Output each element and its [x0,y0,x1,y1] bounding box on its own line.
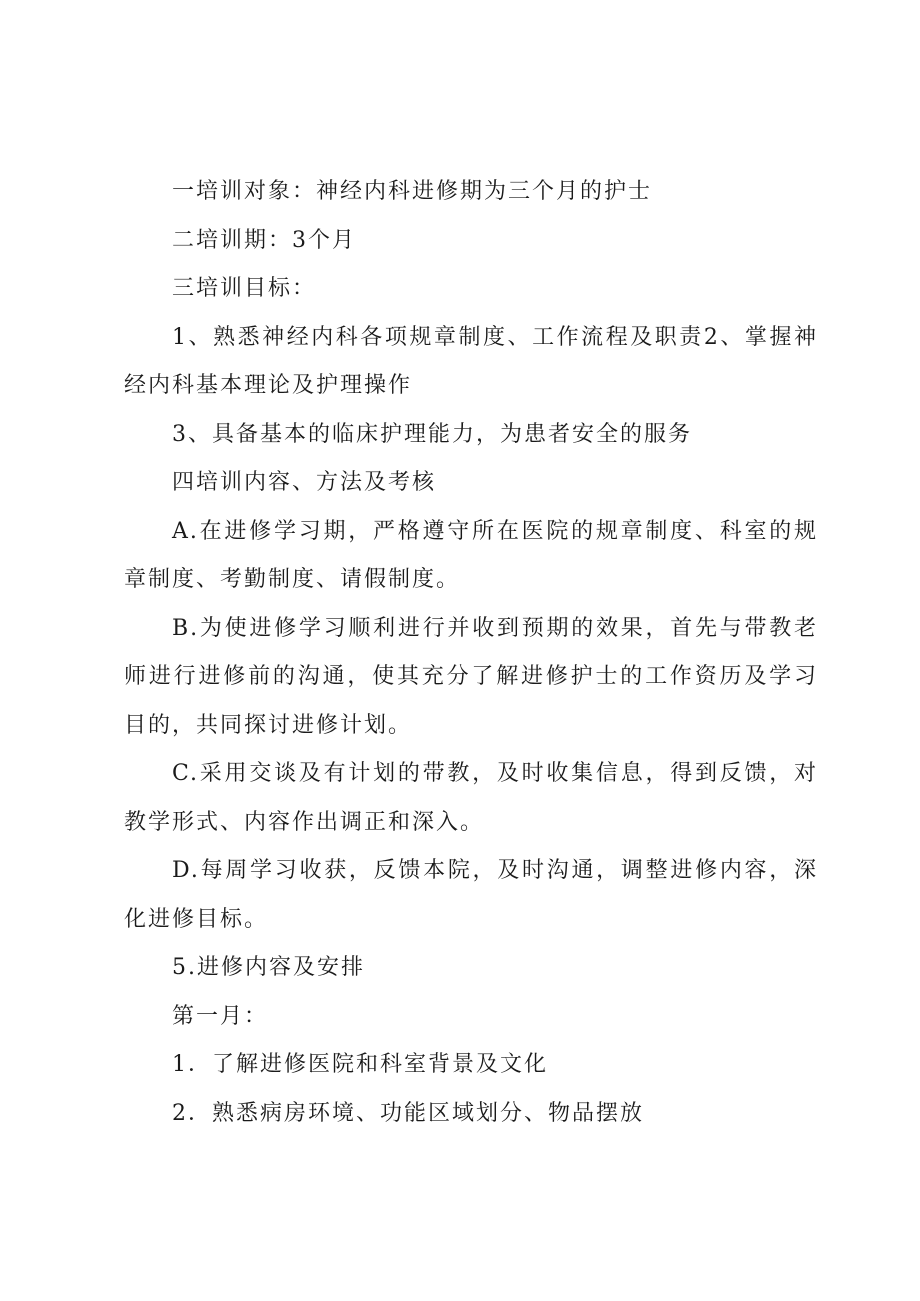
month-one-heading: 第一月： [172,1003,269,1029]
month-one-item-2: 2．熟悉病房环境、功能区域划分、物品摆放 [172,1100,644,1126]
document-body [124,168,818,1138]
goal-item-1-2: 1、熟悉神经内科各项规章制度、工作流程及职责2、掌握神经内科基本理论及护理操作 [124,324,818,398]
content-item-c: C.采用交谈及有计划的带教，及时收集信息，得到反馈，对教学形式、内容作出调正和深入。 [124,761,818,835]
month-one-item-1: 1．了解进修医院和科室背景及文化 [172,1052,548,1077]
goal-item-3: 3、具备基本的临床护理能力，为患者安全的服务 [172,421,692,447]
section-training-target: 一培训对象：神经内科进修期为三个月的护士 [172,179,653,204]
section-training-goals-heading: 三培训目标： [172,276,317,301]
content-item-a: A.在进修学习期，严格遵守所在医院的规章制度、科室的规章制度、考勤制度、请假制度。 [124,518,818,592]
section-schedule-heading: 5.进修内容及安排 [172,955,365,980]
content-item-b: B.为使进修学习顺利进行并收到预期的效果，首先与带教老师进行进修前的沟通，使其充分了解进修护士的工作资历及学习目的，共同探讨进修计划。 [124,615,818,738]
section-content-method-heading: 四培训内容、方法及考核 [172,470,437,495]
section-training-period: 二培训期：3个月 [172,227,356,253]
content-item-d: D.每周学习收获，反馈本院，及时沟通，调整进修内容，深化进修目标。 [124,858,818,932]
